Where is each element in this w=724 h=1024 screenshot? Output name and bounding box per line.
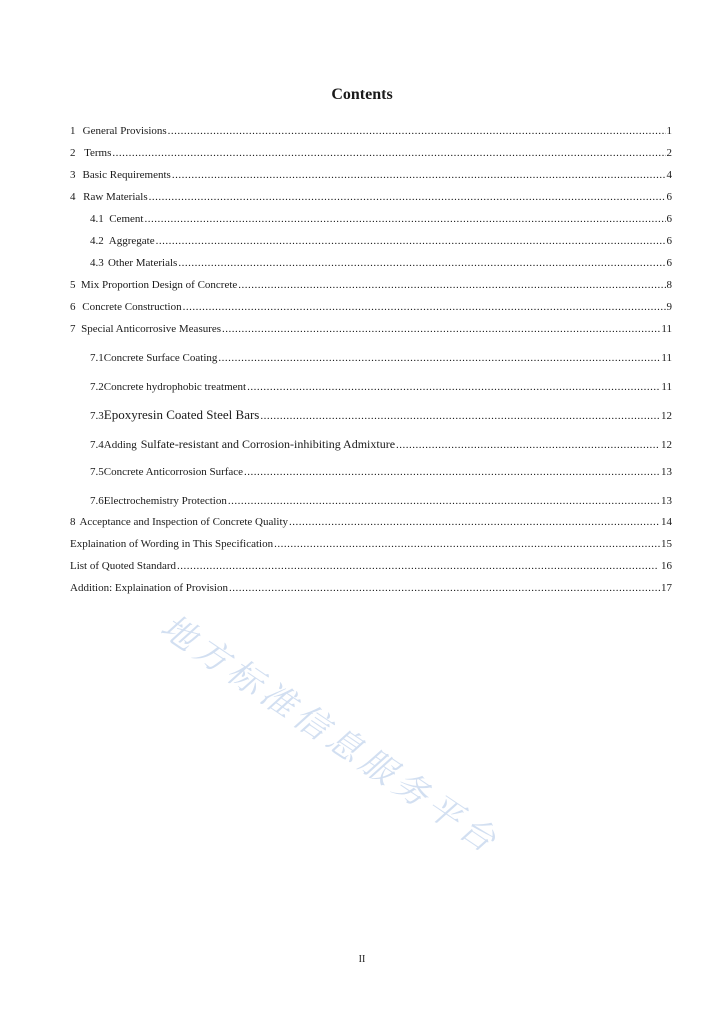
toc-subentry[interactable] — [90, 380, 672, 394]
toc-leader-dots — [172, 168, 666, 182]
toc-entry-label: Acceptance and Inspection of Concrete Quality — [79, 516, 289, 528]
toc-entry-number: 6 — [70, 301, 76, 313]
toc-entry-number: 2 — [70, 147, 76, 159]
toc-entry-page: 6 — [666, 213, 672, 225]
toc-entry[interactable] — [70, 300, 672, 314]
toc-entry-label: Epoxyresin Coated Steel Bars — [103, 407, 260, 422]
toc-leader-dots — [144, 212, 665, 226]
toc-entry[interactable] — [70, 168, 672, 182]
toc-entry-number: 4.2 — [90, 235, 104, 247]
toc-entry-label: Other Materials — [107, 257, 178, 269]
toc-entry-number: 5 — [70, 279, 76, 291]
toc-leader-dots — [178, 256, 665, 270]
toc-leader-dots — [183, 300, 666, 314]
toc-entry-label: Concrete Surface Coating — [103, 352, 218, 364]
toc-entry-page: 11 — [661, 381, 672, 393]
toc-entry-label: Terms — [84, 147, 112, 159]
toc-subentry[interactable] — [90, 256, 672, 270]
toc-entry-number: 7.2 — [90, 381, 104, 393]
toc-entry-number: 3 — [70, 169, 76, 181]
toc-entry-page: 6 — [666, 235, 672, 247]
toc-entry-label: Mix Proportion Design of Concrete — [80, 279, 238, 291]
toc-entry-number: 7.5 — [90, 466, 104, 478]
toc-entry[interactable] — [70, 278, 672, 292]
toc-entry[interactable] — [70, 581, 672, 595]
toc-leader-dots — [168, 124, 666, 138]
toc-leader-dots — [228, 494, 660, 508]
toc-entry-page: 13 — [661, 495, 672, 507]
toc-entry-page: 11 — [661, 352, 672, 364]
toc-entry-number: 7.3 — [90, 410, 104, 422]
toc-subentry[interactable] — [90, 212, 672, 226]
toc-entry-label: Explaination of Wording in This Specification — [70, 538, 274, 550]
toc-entry-page: 1 — [666, 125, 672, 137]
toc-leader-dots — [222, 322, 660, 336]
toc-subentry[interactable] — [90, 234, 672, 248]
toc-leader-dots — [244, 465, 660, 479]
toc-leader-dots — [260, 409, 660, 423]
toc-entry-page: 2 — [666, 147, 672, 159]
toc-entry-page: 12 — [661, 439, 672, 451]
toc-entry-page: 16 — [661, 560, 672, 572]
toc-entry-number: 4 — [70, 191, 76, 203]
toc-entry[interactable] — [70, 124, 672, 138]
toc-entry-number: 7 — [70, 323, 76, 335]
toc-entry-page: 9 — [666, 301, 672, 313]
toc-leader-dots — [274, 537, 660, 551]
toc-entry-label: Electrochemistry Protection — [103, 495, 227, 507]
toc-entry-page: 4 — [666, 169, 672, 181]
toc-entry-page: 8 — [666, 279, 672, 291]
toc-entry-label: Basic Requirements — [82, 169, 171, 181]
toc-entry-label: Raw Materials — [83, 191, 148, 203]
toc-leader-dots — [149, 190, 666, 204]
toc-entry[interactable] — [70, 515, 672, 529]
toc-leader-dots — [289, 515, 660, 529]
toc-subentry[interactable] — [90, 408, 672, 423]
toc-entry-page: 6 — [666, 257, 672, 269]
toc-entry-number: 4.1 — [90, 213, 104, 225]
toc-entry-label: Addition: Explaination of Provision — [70, 582, 228, 594]
toc-entry-number: 7.4 — [90, 439, 104, 451]
toc-leader-dots — [218, 351, 660, 365]
toc-leader-dots — [156, 234, 666, 248]
toc-entry[interactable] — [70, 190, 672, 204]
toc-entry-page: 11 — [661, 323, 672, 335]
toc-subentry[interactable] — [90, 351, 672, 365]
toc-entry-label: Cement — [109, 213, 144, 225]
toc-entry-label: Aggregate — [108, 235, 155, 247]
toc-leader-dots — [247, 380, 660, 394]
toc-subentry[interactable] — [90, 494, 672, 508]
toc-entry[interactable] — [70, 559, 672, 573]
toc-entry-label: Special Anticorrosive Measures — [81, 323, 222, 335]
toc-entry-number: 1 — [70, 125, 76, 137]
toc-entry-label: Concrete Construction — [82, 301, 182, 313]
toc-entry-label: Concrete hydrophobic treatment — [103, 381, 247, 393]
toc-leader-dots — [396, 438, 660, 452]
page-number: II — [358, 954, 366, 965]
page-title: Contents — [331, 86, 393, 103]
toc-entry[interactable] — [70, 322, 672, 336]
toc-entry-page: 15 — [661, 538, 672, 550]
toc-entry-label: List of Quoted Standard — [70, 560, 177, 572]
toc-entry-label-prefix: Adding — [103, 439, 137, 451]
toc-entry-number: 7.1 — [90, 352, 104, 364]
toc-entry-label: Concrete Anticorrosion Surface — [103, 466, 244, 478]
toc-leader-dots — [112, 146, 665, 160]
toc-entry-number: 8 — [70, 516, 76, 528]
toc-entry-page: 12 — [661, 410, 672, 422]
toc-entry-page: 14 — [661, 516, 672, 528]
toc-entry[interactable] — [70, 537, 672, 551]
toc-entry-page: 13 — [661, 466, 672, 478]
toc-leader-dots — [238, 278, 665, 292]
watermark: 地方标准信息服务平台 — [153, 606, 508, 864]
toc-entry-number: 7.6 — [90, 495, 104, 507]
toc-leader-dots — [177, 559, 657, 573]
toc-entry-label: General Provisions — [82, 125, 167, 137]
toc-entry[interactable] — [70, 146, 672, 160]
toc-entry-page: 17 — [661, 582, 672, 594]
toc-leader-dots — [229, 581, 660, 595]
toc-entry-page: 6 — [666, 191, 672, 203]
toc-subentry[interactable] — [90, 465, 672, 479]
toc-entry-number: 4.3 — [90, 257, 104, 269]
toc-subentry[interactable] — [90, 437, 672, 452]
toc-entry-label: Sulfate-resistant and Corrosion-inhibiting Admixture — [140, 437, 396, 451]
